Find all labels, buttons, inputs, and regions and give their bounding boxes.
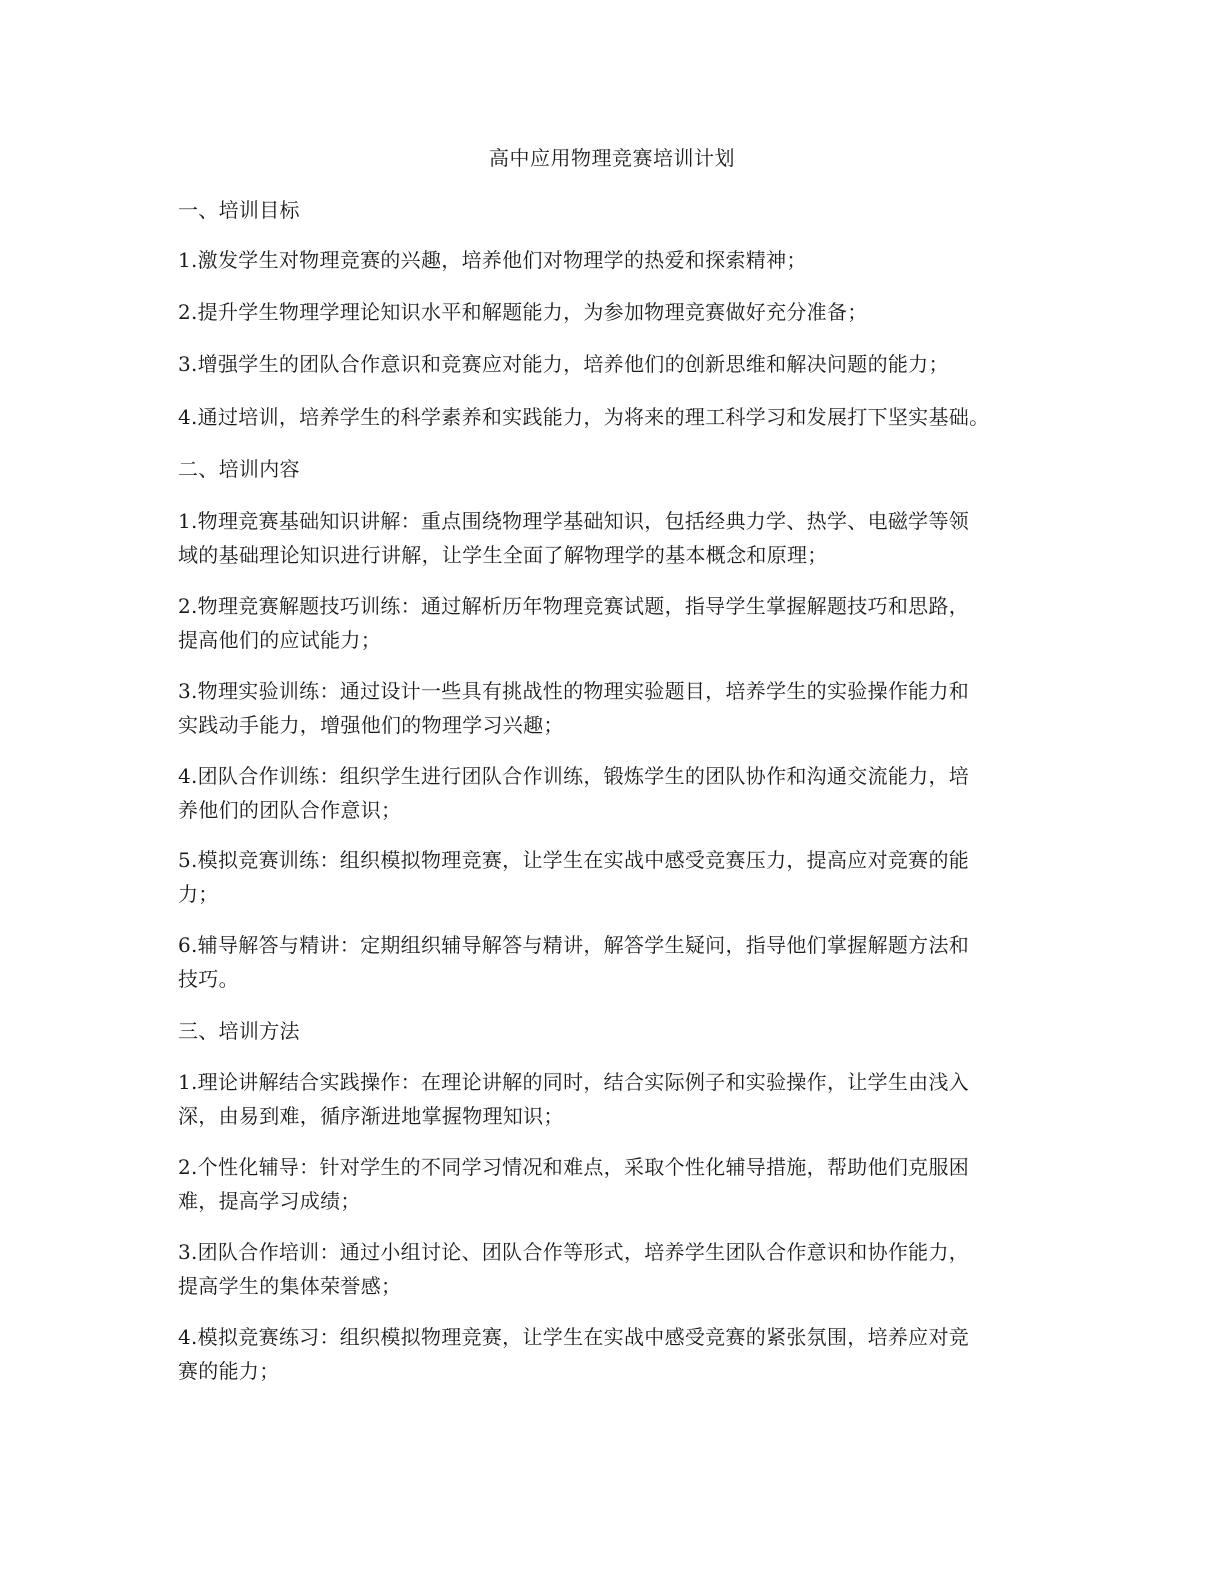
paragraph-line: 2.物理竞赛解题技巧训练：通过解析历年物理竞赛试题，指导学生掌握解题技巧和思路， — [178, 594, 970, 618]
method-item-1 — [178, 1065, 1028, 1133]
section-heading-text: 一、培训目标 — [178, 198, 300, 222]
paragraph-line: 3.团队合作培训：通过小组讨论、团队合作等形式，培养学生团队合作意识和协作能力， — [178, 1240, 970, 1264]
paragraph-line: 5.模拟竞赛训练：组织模拟物理竞赛，让学生在实战中感受竞赛压力，提高应对竞赛的能 — [178, 848, 970, 872]
content-item-4 — [178, 759, 1028, 827]
paragraph-line: 2.提升学生物理学理论知识水平和解题能力，为参加物理竞赛做好充分准备； — [178, 300, 868, 324]
paragraph-line: 力； — [178, 882, 219, 906]
method-item-4 — [178, 1320, 1028, 1388]
paragraph-line: 4.团队合作训练：组织学生进行团队合作训练，锻炼学生的团队协作和沟通交流能力，培 — [178, 764, 970, 788]
paragraph-line: 提高他们的应试能力； — [178, 628, 381, 652]
goal-item-3 — [178, 347, 1028, 381]
section-heading-text: 三、培训方法 — [178, 1019, 300, 1043]
paragraph-line: 提高学生的集体荣誉感； — [178, 1274, 402, 1298]
content-item-2 — [178, 589, 1028, 657]
section-heading-text: 二、培训内容 — [178, 457, 300, 481]
paragraph-line: 域的基础理论知识进行讲解，让学生全面了解物理学的基本概念和原理； — [178, 543, 828, 567]
paragraph-line: 1.理论讲解结合实践操作：在理论讲解的同时，结合实际例子和实验操作，让学生由浅入 — [178, 1070, 970, 1094]
paragraph-line: 1.激发学生对物理竞赛的兴趣，培养他们对物理学的热爱和探索精神； — [178, 248, 807, 272]
paragraph-line: 1.物理竞赛基础知识讲解：重点围绕物理学基础知识，包括经典力学、热学、电磁学等领 — [178, 509, 970, 533]
content-item-1 — [178, 504, 1028, 572]
paragraph-line: 养他们的团队合作意识； — [178, 798, 402, 822]
goal-item-1 — [178, 243, 1028, 277]
paragraph-line: 6.辅导解答与精讲：定期组织辅导解答与精讲，解答学生疑问，指导他们掌握解题方法和 — [178, 933, 970, 957]
section-heading-content — [178, 452, 1028, 486]
paragraph-line: 技巧。 — [178, 967, 239, 991]
method-item-2 — [178, 1150, 1028, 1218]
paragraph-line: 4.通过培训，培养学生的科学素养和实践能力，为将来的理工科学习和发展打下坚实基础。 — [178, 405, 990, 429]
paragraph-line: 3.增强学生的团队合作意识和竞赛应对能力，培养他们的创新思维和解决问题的能力； — [178, 352, 949, 376]
paragraph-line: 深，由易到难，循序渐进地掌握物理知识； — [178, 1104, 564, 1128]
content-item-5 — [178, 843, 1028, 911]
paragraph-line: 2.个性化辅导：针对学生的不同学习情况和难点，采取个性化辅导措施，帮助他们克服困 — [178, 1155, 970, 1179]
section-heading-goals — [178, 193, 1028, 227]
paragraph-line: 3.物理实验训练：通过设计一些具有挑战性的物理实验题目，培养学生的实验操作能力和 — [178, 679, 970, 703]
paragraph-line: 4.模拟竞赛练习：组织模拟物理竞赛，让学生在实战中感受竞赛的紧张氛围，培养应对竞 — [178, 1325, 970, 1349]
paragraph-line: 难，提高学习成绩； — [178, 1189, 361, 1213]
paragraph-line: 实践动手能力，增强他们的物理学习兴趣； — [178, 713, 564, 737]
paragraph-line: 赛的能力； — [178, 1359, 280, 1383]
content-item-6 — [178, 928, 1028, 996]
section-heading-methods — [178, 1014, 1028, 1048]
method-item-3 — [178, 1235, 1028, 1303]
goal-item-4 — [178, 400, 1028, 434]
content-item-3 — [178, 674, 1028, 742]
goal-item-2 — [178, 295, 1028, 329]
document-title: 高中应用物理竞赛培训计划 — [489, 146, 735, 170]
